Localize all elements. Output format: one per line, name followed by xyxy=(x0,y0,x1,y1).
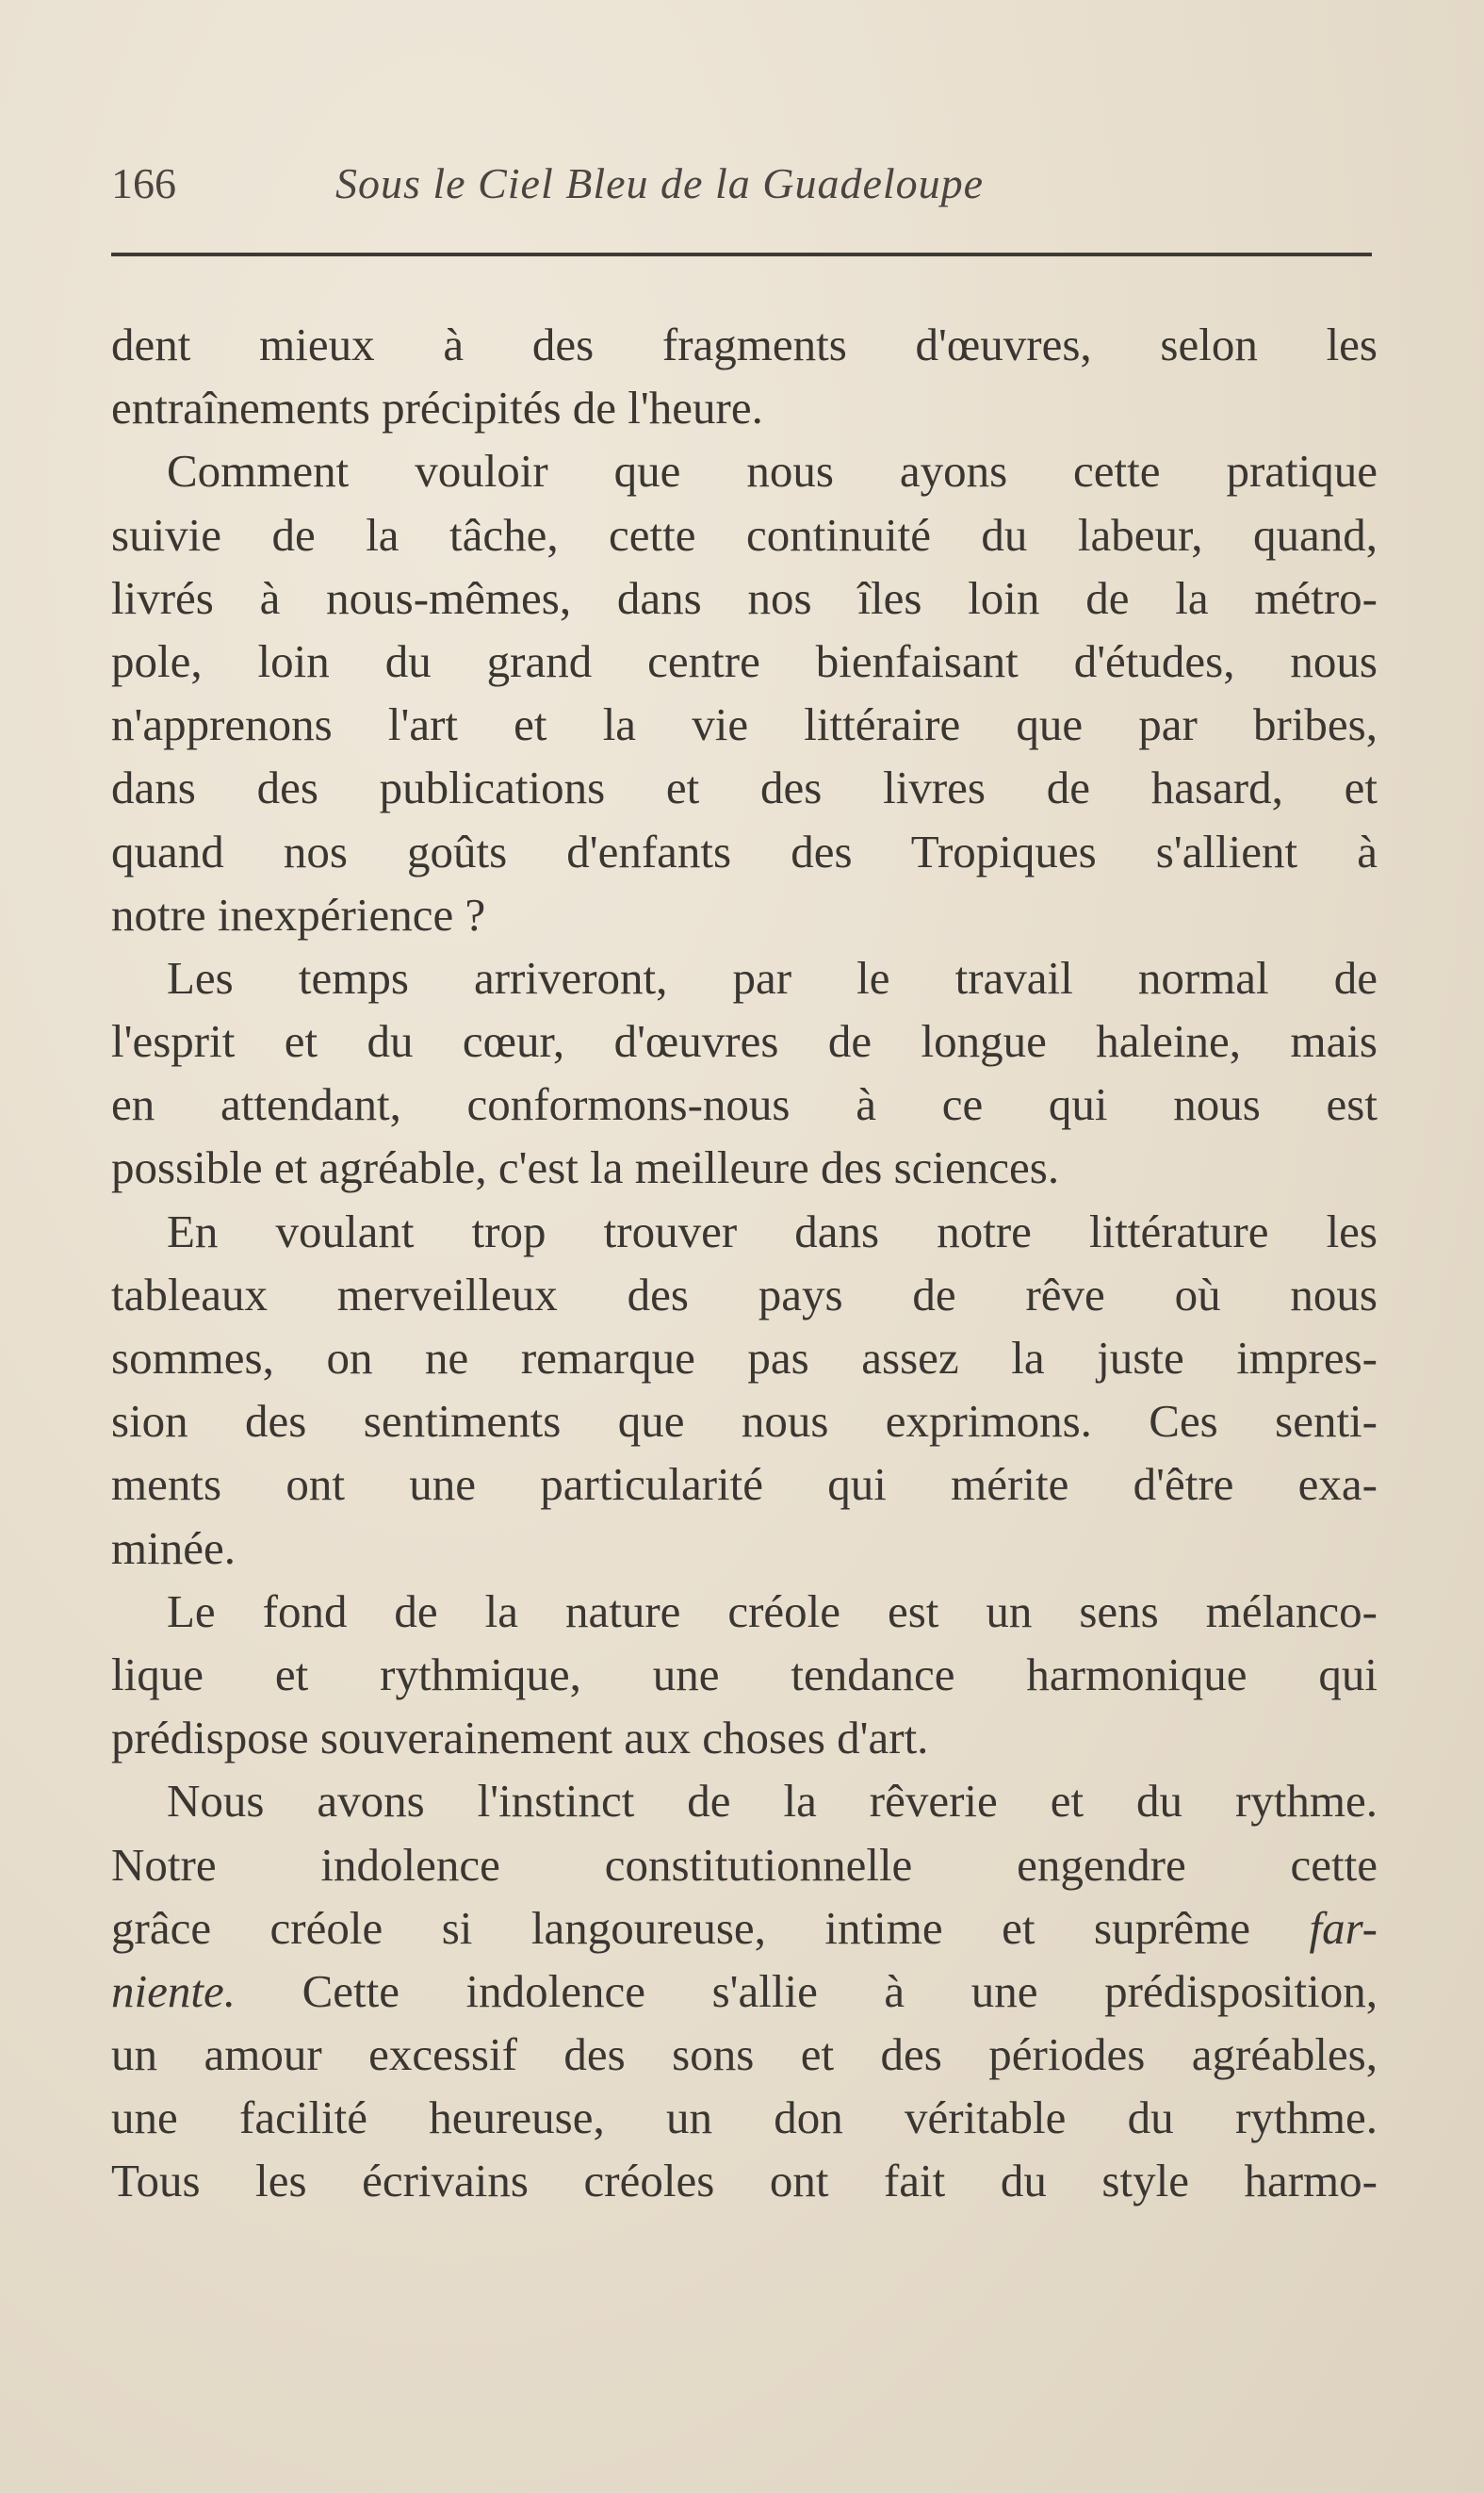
text-line: quand nos goûts d'enfants des Tropiques s'allient à xyxy=(111,825,1378,877)
italic-word: niente. xyxy=(111,1964,236,2017)
italic-word: far- xyxy=(1309,1901,1378,1954)
text-line: dans des publications et des livres de hasard, et xyxy=(111,762,1378,814)
text-line: tableaux merveilleux des pays de rêve où nous xyxy=(111,1268,1378,1320)
text-line: une facilité heureuse, un don véritable du rythme. xyxy=(111,2091,1378,2144)
text-line: sommes, on ne remarque pas assez la juste impres- xyxy=(111,1332,1378,1384)
text-segment: grâce créole si langoureuse, intime et suprême xyxy=(111,1901,1250,1954)
text-line: entraînements précipités de l'heure. xyxy=(111,382,763,435)
text-segment: Cette indolence s'allie à une prédisposition, xyxy=(235,1964,1378,2017)
text-line: Le fond de la nature créole est un sens mélanco- xyxy=(167,1584,1378,1637)
text-line: livrés à nous-mêmes, dans nos îles loin de la métro- xyxy=(111,571,1378,624)
text-line: n'apprenons l'art et la vie littéraire que par bribes, xyxy=(111,698,1378,751)
text-line: minée. xyxy=(111,1521,236,1574)
text-line: prédispose souverainement aux choses d'art. xyxy=(111,1712,929,1764)
text-line: un amour excessif des sons et des périodes agréables, xyxy=(111,2028,1378,2081)
header-rule xyxy=(111,253,1372,256)
text-line: lique et rythmique, une tendance harmonique qui xyxy=(111,1648,1378,1700)
running-title: Sous le Ciel Bleu de la Guadeloupe xyxy=(335,159,985,207)
text-line: En voulant trop trouver dans notre littérature les xyxy=(167,1205,1378,1257)
text-line xyxy=(111,1896,1378,1960)
text-line xyxy=(111,1960,1378,2023)
text-line: suivie de la tâche, cette continuité du labeur, quand, xyxy=(111,508,1378,561)
text-line: en attendant, conformons-nous à ce qui nous est xyxy=(111,1078,1378,1131)
text-line: l'esprit et du cœur, d'œuvres de longue haleine, mais xyxy=(111,1015,1378,1068)
page-number: 166 xyxy=(111,159,176,207)
text-line: Comment vouloir que nous ayons cette pratique xyxy=(167,445,1378,498)
text-line: dent mieux à des fragments d'œuvres, selon les xyxy=(111,319,1378,370)
text-line: notre inexpérience ? xyxy=(111,888,486,941)
text-line: Notre indolence constitutionnelle engendre cette xyxy=(111,1838,1378,1891)
text-line: Nous avons l'instinct de la rêverie et du rythme. xyxy=(167,1775,1378,1828)
text-line: pole, loin du grand centre bienfaisant d'études, nous xyxy=(111,634,1378,687)
text-line: sion des sentiments que nous exprimons. Ces senti- xyxy=(111,1395,1378,1448)
text-line: possible et agréable, c'est la meilleure des sciences. xyxy=(111,1141,1060,1194)
text-line: ments ont une particularité qui mérite d'être exa- xyxy=(111,1458,1378,1511)
text-line: Les temps arriveront, par le travail normal de xyxy=(167,951,1378,1004)
page-body xyxy=(111,313,1378,2213)
text-line: Tous les écrivains créoles ont fait du style harmo- xyxy=(111,2155,1378,2207)
